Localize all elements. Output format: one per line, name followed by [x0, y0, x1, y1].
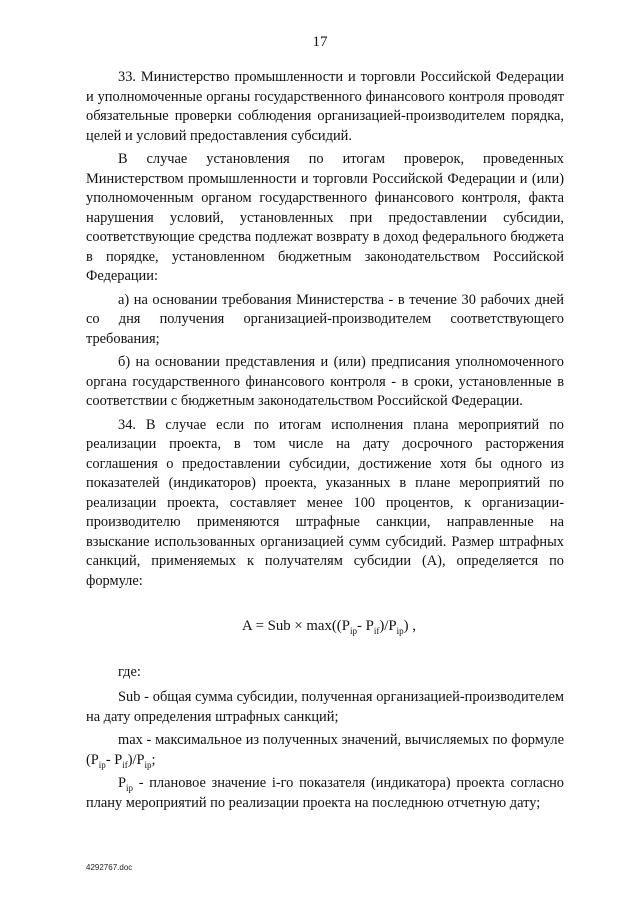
definition-pip-text: - плановое значение i-го показателя (индикатора) проекта согласно плану мероприятий по реализации проекта на последнюю отчетную дату;	[86, 775, 564, 811]
paragraph-33: 33. Министерство промышленности и торговли Российской Федерации и уполномоченные органы государственного финансового контроля проводят обязательные проверки соблюдения организацией-производителем порядка, целей и условий предоставления субсидий.	[86, 69, 564, 144]
formula-minus: - P	[356, 618, 374, 634]
definition-max-sub-ip-2: ip	[144, 759, 152, 770]
definition-max-text: max - максимальное из полученных значений, вычисляемых по формуле (P	[86, 732, 564, 768]
file-name-footer: 4292767.doc	[86, 863, 133, 872]
definition-max-div: )/P	[127, 751, 145, 768]
paragraph-item-b: б) на основании представления и (или) предписания уполномоченного органа государственного финансового контроля - в сроки, установленные в соответствии с бюджетным законодательством Российской Федерации.	[86, 354, 564, 409]
definition-max-minus: - P	[105, 751, 123, 768]
formula-sub-ip: ip	[349, 625, 357, 636]
paragraph-item-a: а) на основании требования Министерства - в течение 30 рабочих дней со дня получения организацией-производителем соответствующего требования;	[86, 291, 564, 347]
formula-sub-ip-2: ip	[396, 625, 404, 636]
definition-max-sub-ip: ip	[98, 759, 106, 770]
definition-pip-sub: ip	[126, 782, 134, 793]
formula-sub-if: if	[373, 625, 380, 636]
definition-max-end: ;	[151, 751, 156, 768]
definition-max-sub-if: if	[122, 759, 128, 770]
where-label: где:	[118, 663, 141, 680]
page-number: 17	[312, 34, 328, 50]
paragraph-violation-case: В случае установления по итогам проверок, проведенных Министерством промышленности и торговли Российской Федерации и (или) уполномоченным органом государственного финансового контроля, факта нарушения условий, установленных при предоставлении субсидии, соответствующие средства подлежат возврату в доход федерального бюджета в порядке, установленном бюджетным законодательством Российской Федерации:	[86, 151, 564, 284]
definition-pip	[86, 774, 564, 813]
definition-sub: Sub - общая сумма субсидии, полученная организацией-производителем на дату определения штрафных санкций;	[86, 689, 564, 725]
formula-div: )/P	[379, 618, 397, 634]
definition-pip-symbol: P	[118, 775, 127, 791]
formula-tail: ) ,	[403, 618, 416, 634]
document-body	[86, 68, 564, 817]
penalty-formula	[86, 617, 564, 637]
paragraph-34: 34. В случае если по итогам исполнения плана мероприятий по реализации проекта, в том числе на дату досрочного расторжения соглашения о предоставлении субсидии, достижение хотя бы одного из показателей (индикаторов) проекта, указанных в плане мероприятий по реализации проекта, составляет менее 100 процентов, к организации-производителю применяются штрафные санкции, направленные на взыскание использованных организацией сумм субсидий. Размер штрафных санкций, применяемых к получателям субсидии (A), определяется по формуле:	[86, 416, 564, 589]
definition-max	[86, 731, 564, 770]
formula-lhs: A = Sub × max((P	[242, 618, 350, 634]
